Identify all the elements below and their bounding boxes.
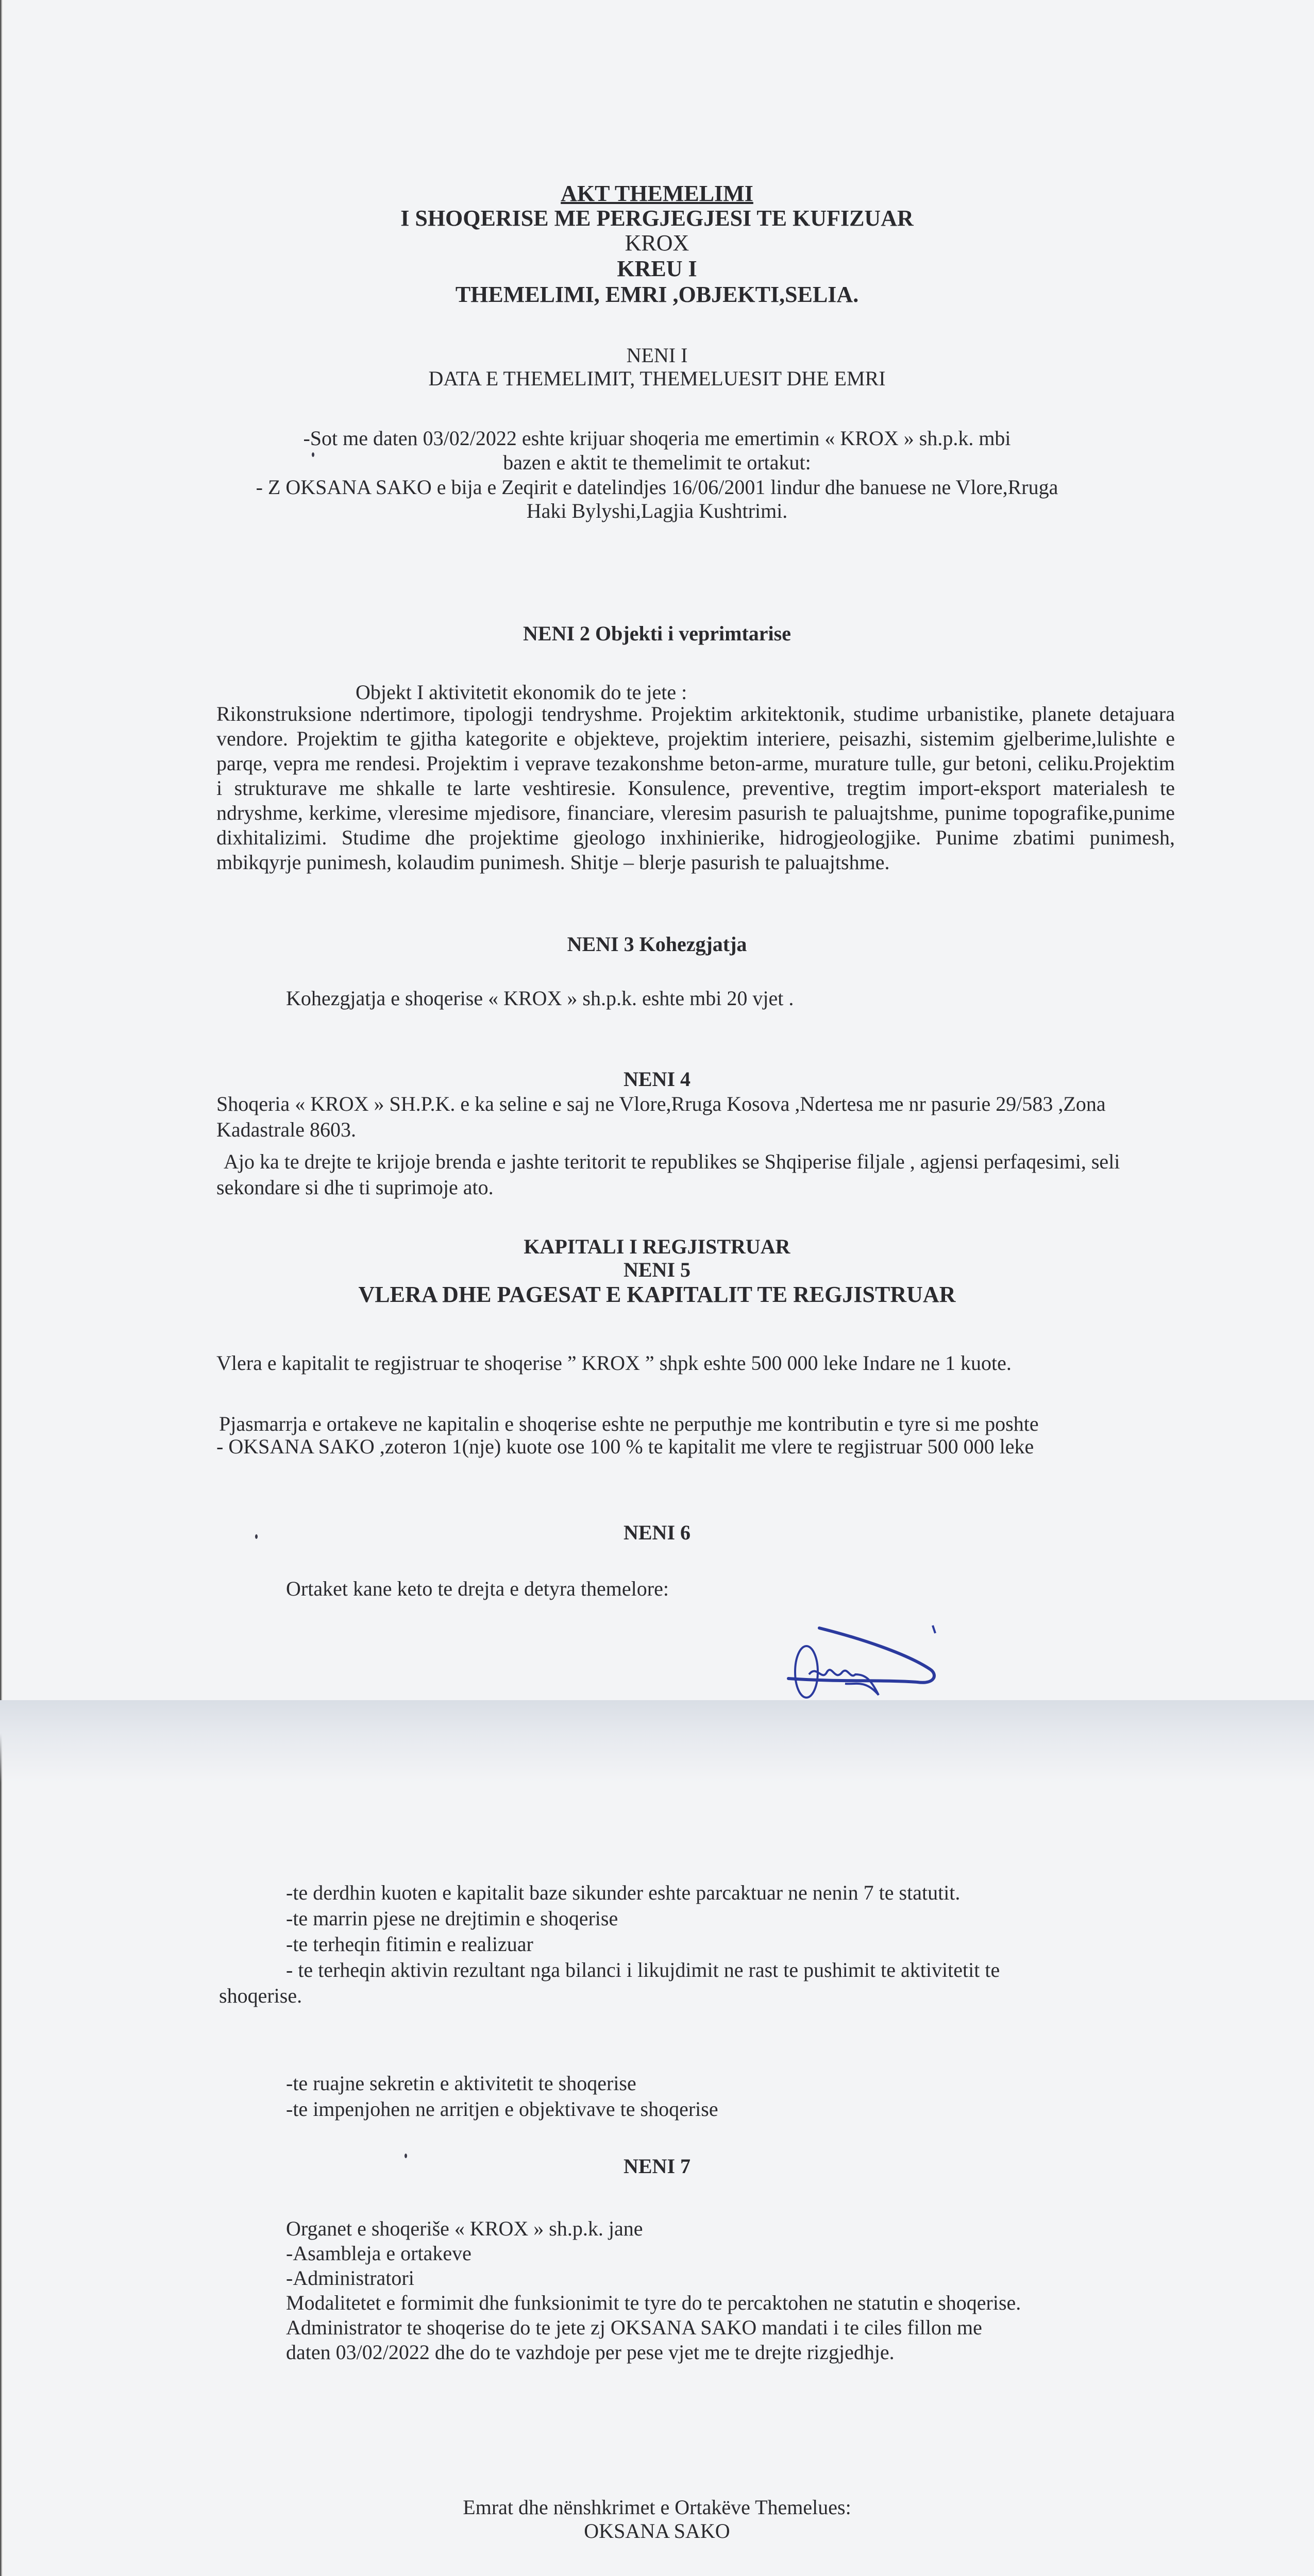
article-3-text: Kohezgjatja e shoqerise « KROX » sh.p.k. eshte mbi 20 vjet . [286, 987, 794, 1010]
article-1-heading: NENI I [626, 344, 688, 367]
article-4-heading: NENI 4 [623, 1067, 691, 1091]
article-7-heading: NENI 7 [623, 2155, 691, 2178]
scan-shadow [0, 1700, 1314, 1783]
scan-edge [0, 1700, 4, 2576]
capital-section-heading: KAPITALI I REGJISTRUAR [524, 1235, 790, 1258]
article-6-right: -te terheqin fitimin e realizuar [286, 1933, 533, 1956]
article-7-line: Modalitetet e formimit dhe funksionimit te tyre do te percaktohen ne statutin e shoqerise. [286, 2291, 1021, 2314]
article-5-heading: NENI 5 [623, 1258, 691, 1281]
article-4-branches: Ajo ka te drejte te krijoje brenda e jashte teritorit te republikes se Shqiperise filjale , agjensi perfaqesimi, seli sekondare si dhe ti suprimoje ato. [216, 1150, 1120, 1199]
article-7-line: Administrator te shoqerise do te jete zj OKSANA SAKO mandati i te ciles fillon me [286, 2316, 982, 2339]
article-5-shareholder: - OKSANA SAKO ,zoteron 1(nje) kuote ose 100 % te kapitalit me vlere te regjistruar 500 000 leke [216, 1435, 1034, 1458]
article-3-heading: NENI 3 Kohezgjatja [567, 933, 747, 956]
article-6-intro: Ortaket kane keto te drejta e detyra themelore: [286, 1577, 669, 1600]
article-6-duty: -te ruajne sekretin e aktivitetit te shoqerise [286, 2072, 636, 2095]
article-7-line: Organet e shoqeriše « KROX » sh.p.k. jane [286, 2217, 643, 2240]
article-6-heading: NENI 6 [623, 1521, 691, 1544]
article-6-duty: -te impenjohen ne arritjen e objektivave te shoqerise [286, 2097, 718, 2121]
article-2-paragraph: Rikonstruksione ndertimore, tipologji tendryshme. Projektim arkitektonik, studime urbanistike, planete detajuara vendore. Projektim te gjitha kategorite e objekteve, projektim interiere, peisazhi, sistemim gjelberime,lulishte e parqe, vepra me rendesi. Projektim i veprave tezakonshme beton-arme, murature tulle, gur betoni, celiku.Projektim i strukturave me shkalle te larte veshtiresie. Konsulence, preventive, tregtim import-eksport materialesh te ndryshme, kerkime, vleresime mjedisore, financiare, vleresim pasurish te paluajtshme, punime topografike,punime dixhitalizimi. Studime dhe projektime gjeologo inxhinierike, hidrogjeologjike. Punime zbatimi punimesh, mbikqyrje punimesh, kolaudim punimesh. Shitje – blerje pasurish te paluajtshme. [216, 702, 1175, 874]
article-2-intro: Objekt I aktivitetit ekonomik do te jete : [356, 681, 687, 704]
article-1-line: - Z OKSANA SAKO e bija e Zeqirit e datelindjes 16/06/2001 lindur dhe banuese ne Vlore,Rruga [256, 476, 1058, 499]
scan-speck [312, 452, 314, 457]
article-7-line: -Asambleja e ortakeve [286, 2242, 471, 2265]
company-name: KROX [625, 230, 689, 256]
document-page-2 [0, 1700, 1314, 2576]
article-6-right: -te marrin pjese ne drejtimin e shoqerise [286, 1907, 618, 1930]
article-6-right: shoqerise. [219, 1984, 302, 2007]
document-subtitle: I SHOQERISE ME PERGJEGJESI TE KUFIZUAR [400, 206, 914, 231]
article-5-subheading: VLERA DHE PAGESAT E KAPITALIT TE REGJISTRUAR [358, 1282, 956, 1307]
chapter-title: THEMELIMI, EMRI ,OBJEKTI,SELIA. [455, 282, 859, 307]
article-6-right: - te terheqin aktivin rezultant nga bilanci i likujdimit ne rast te pushimit te aktivitetit te [286, 1958, 1000, 1981]
chapter-heading: KREU I [617, 256, 697, 281]
article-1-subheading: DATA E THEMELIMIT, THEMELUESIT DHE EMRI [428, 367, 886, 390]
article-7-line: daten 03/02/2022 dhe do te vazhdoje per pese vjet me te drejte rizgjedhje. [286, 2341, 895, 2364]
scan-speck [255, 1534, 258, 1539]
scan-speck [405, 2154, 407, 2158]
article-1-line: -Sot me daten 03/02/2022 eshte krijuar shoqeria me emertimin « KROX » sh.p.k. mbi [303, 427, 1011, 450]
document-title: AKT THEMELIMI [561, 181, 753, 206]
founder-name: OKSANA SAKO [584, 2519, 730, 2543]
signature-initials-page-1 [778, 1623, 953, 1700]
article-1-line: bazen e aktit te themelimit te ortakut: [503, 451, 811, 474]
article-4-seat: Shoqeria « KROX » SH.P.K. e ka seline e saj ne Vlore,Rruga Kosova ,Ndertesa me nr pasurie 29/583 ,Zona Kadastrale 8603. [216, 1092, 1106, 1141]
article-1-line: Haki Bylyshi,Lagjia Kushtrimi. [526, 499, 788, 522]
article-5-capital-value: Vlera e kapitalit te regjistruar te shoqerise ” KROX ” shpk eshte 500 000 leke Indare ne 1 kuote. [216, 1351, 1012, 1375]
article-2-heading: NENI 2 Objekti i veprimtarise [523, 622, 791, 645]
article-5-participation: Pjasmarrja e ortakeve ne kapitalin e shoqerise eshte ne perputhje me kontributin e tyre si me poshte [219, 1412, 1039, 1435]
signatures-label: Emrat dhe nënshkrimet e Ortakëve Themelues: [463, 2496, 851, 2519]
article-6-right: -te derdhin kuoten e kapitalit baze sikunder eshte parcaktuar ne nenin 7 te statutit. [286, 1881, 961, 1904]
article-7-line: -Administratori [286, 2266, 414, 2290]
